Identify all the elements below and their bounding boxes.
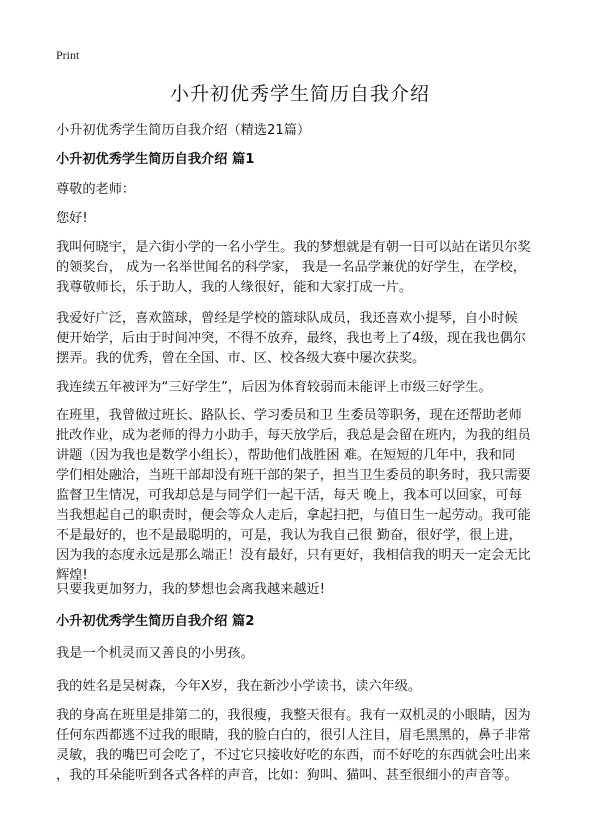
text-line: 学们相处融洽，当班干部却没有班干部的架子，担当卫生委员的职务时，我只需要 [56,468,531,483]
text-line: 我爱好广泛，喜欢篮球，曾经是学校的篮球队成员，我还喜欢小提琴，自小时候 [56,311,518,326]
text-line: 我连续五年被评为“三好学生”，后因为体育较弱而未能评上市级三好学生。 [56,380,492,395]
text-line: 因为我的态度永远是那么端正！没有最好，只有更好，我相信我的明天一定会无比 [56,548,531,563]
text-line: 灵敏，我的嘴巴可会吃了，不过它只接收好吃的东西，而不好吃的东西就会吐出来 [56,748,531,763]
paragraph [56,238,556,298]
text-line: 当我想起自己的职责时，便会等众人走后，拿起扫把，与值日生一起劳动。我可能 [56,508,531,523]
text-line: ，我的耳朵能听到各式各样的声音，比如：狗叫、猫叫、甚至很细小的声音等。 [56,768,518,783]
paragraph [56,406,556,586]
text-line: 任何东西都逃不过我的眼睛，我的脸白白的，很引人注目，眉毛黑黑的，鼻子非常 [56,728,531,743]
text-line: 批改作业，成为老师的得力小助手，每天放学后，我总是会留在班内，为我的组员 [56,428,531,443]
text-line: 只要我更加努力，我的梦想也会离我越来越近! [56,582,326,597]
text-line: 我尊敬师长，乐于助人，我的人缘很好，能和大家打成一片。 [56,280,413,295]
text-line: 我叫何晓宇，是六街小学的一名小学生。我的梦想就是有朝一日可以站在诺贝尔奖 [56,240,531,255]
paragraph [56,677,556,697]
text-line: 在班里，我曾做过班长、路队长、学习委员和卫 生委员等职务，现在还帮助老师 [56,408,522,423]
text-line: 我的姓名是吴树森，今年X岁，我在新沙小学读书，读六年级。 [56,679,422,694]
text-line: 辉煌! [56,568,88,583]
paragraph [56,309,556,369]
subtitle: 小升初优秀学生简历自我介绍（精选21篇） [56,123,311,138]
section2-heading: 小升初优秀学生简历自我介绍 篇2 [56,614,255,629]
print-label: Print [56,48,80,62]
text-line: 监督卫生情况，可我却总是与同学们一起干活，每天 晚上，我本可以回家，可每 [56,488,522,503]
text-line: 讲题（因为我也是数学小组长），帮助他们战胜困 难。在短短的几年中，我和同 [56,448,516,463]
text-line: 我是一个机灵而又善良的小男孩。 [56,646,254,661]
text-line: 的领奖台， 成为一名举世闻名的科学家， 我是一名品学兼优的好学生，在学校， [56,260,526,275]
paragraph [56,580,556,600]
paragraph [56,644,556,664]
paragraph [56,378,556,398]
paragraph [56,706,556,786]
section1-heading: 小升初优秀学生简历自我介绍 篇1 [56,152,255,167]
text-line: 不是最好的，也不是最聪明的，可是，我认为我自己很 勤奋，很好学，很上进， [56,528,522,543]
greeting: 您好! [56,211,88,226]
salutation: 尊敬的老师： [56,182,136,197]
page-title: 小升初优秀学生简历自我介绍 [169,83,430,105]
text-line: 便开始学，后由于时间冲突，不得不放弃，最终，我也考上了4级，现在我也偶尔 [56,331,526,346]
text-line: 摆弄。我的优秀，曾在全国、市、区、校各级大赛中屡次获奖。 [56,351,426,366]
text-line: 我的身高在班里是排第二的，我很瘦，我整天很有。我有一双机灵的小眼睛，因为 [56,708,531,723]
